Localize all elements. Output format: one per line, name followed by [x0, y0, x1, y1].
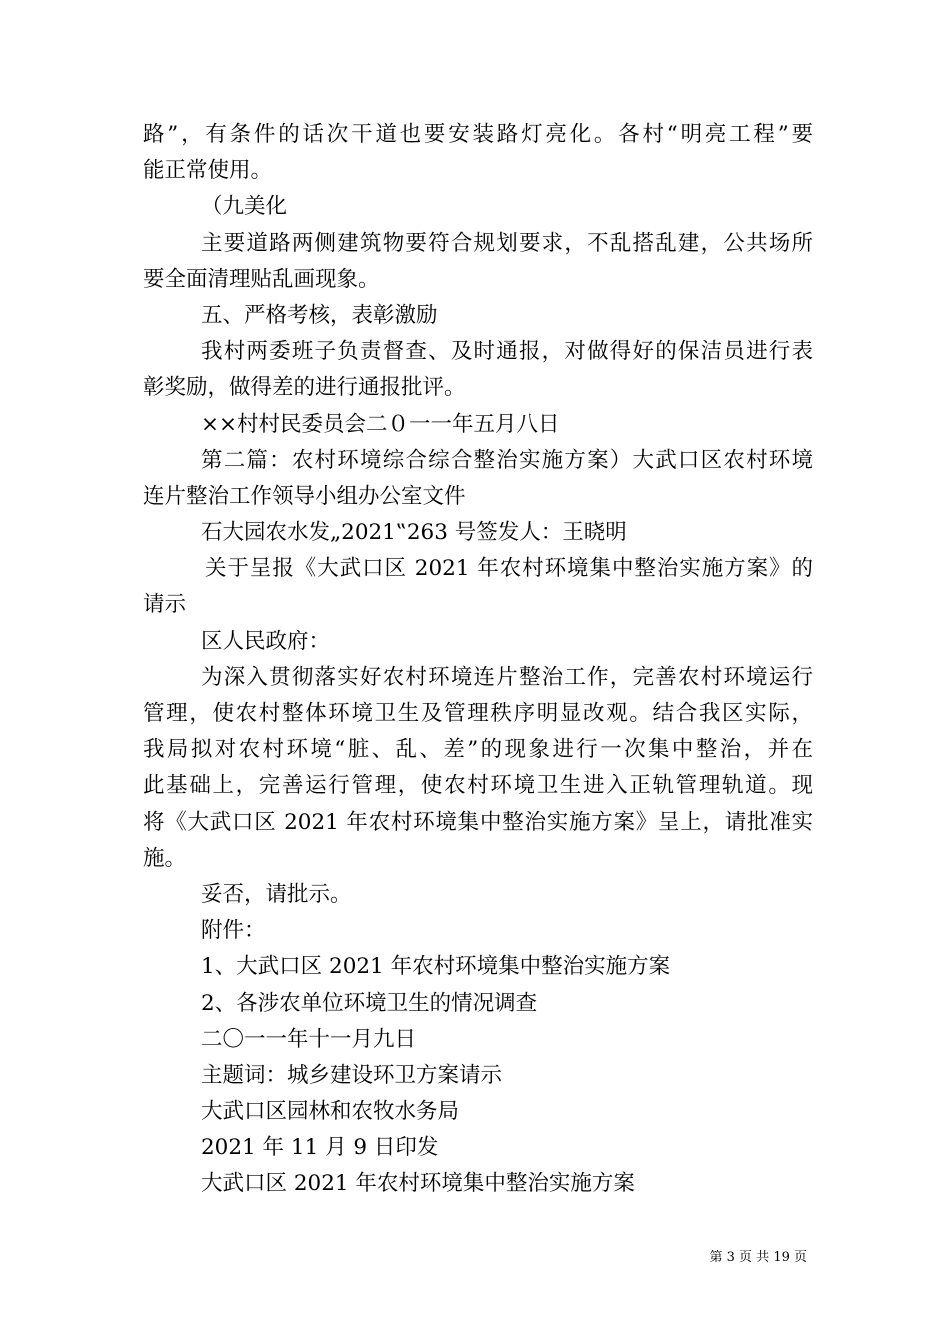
- document-title: 请示: [143, 592, 187, 618]
- addressee: 区人民政府：: [201, 628, 331, 654]
- attachment-heading: 附件：: [201, 918, 266, 944]
- text-line: 路”，有条件的话次干道也要安装路灯亮化。各村“明亮工程”要: [143, 122, 813, 147]
- text-line: 为深入贯彻落实好农村环境连片整治工作，完善农村环境运行: [201, 664, 813, 690]
- attachment-item: 1、大武口区 2021 年农村环境集中整治实施方案: [201, 954, 671, 980]
- text-line: 能正常使用。: [143, 158, 273, 184]
- text-line: 我局拟对农村环境“脏、乱、差”的现象进行一次集中整治，并在: [143, 737, 813, 763]
- document-body: [143, 117, 813, 1203]
- text-line: 将《大武口区 2021 年农村环境集中整治实施方案》呈上，请批准实: [143, 809, 813, 835]
- text-line: 妥否，请批示。: [201, 881, 352, 907]
- print-date-line: 2021 年 11 月 9 日印发: [201, 1135, 439, 1161]
- document-title: 关于呈报《大武口区 2021 年农村环境集中整治实施方案》的: [205, 556, 813, 582]
- text-line: 管理，使农村整体环境卫生及管理秩序明显改观。结合我区实际，: [143, 701, 813, 726]
- section-heading: 五、严格考核，表彰激励: [201, 302, 438, 328]
- issuer-line: 大武口区园林和农牧水务局: [201, 1099, 460, 1125]
- text-line: 连片整治工作领导小组办公室文件: [143, 483, 466, 509]
- attachment-item: 2、各涉农单位环境卫生的情况调查: [201, 990, 538, 1016]
- text-line: 此基础上，完善运行管理，使农村环境卫生进入正轨管理轨道。现: [143, 773, 813, 799]
- plan-title: 大武口区 2021 年农村环境集中整治实施方案: [201, 1171, 635, 1197]
- page-number: 第 3 页 共 19 页: [709, 1250, 807, 1265]
- subject-line: 主题词：城乡建设环卫方案请示: [201, 1062, 503, 1088]
- text-line: 彰奖励，做得差的进行通报批评。: [143, 375, 466, 401]
- text-line: 主要道路两侧建筑物要符合规划要求，不乱搭乱建，公共场所: [201, 230, 813, 256]
- signature-line: ××村村民委员会二０一一年五月八日: [201, 411, 560, 437]
- section-heading: （九美化: [201, 194, 288, 220]
- text-line: 施。: [143, 845, 187, 871]
- text-line: 我村两委班子负责督查、及时通报，对做得好的保洁员进行表: [201, 339, 813, 365]
- chapter-heading: 第二篇：农村环境综合综合整治实施方案）大武口区农村环境: [201, 447, 813, 473]
- date-line: 二〇一一年十一月九日: [201, 1026, 417, 1052]
- text-line: 要全面清理贴乱画现象。: [143, 266, 380, 292]
- document-number: 石大园农水发„2021‟263 号签发人：王晓明: [201, 520, 627, 546]
